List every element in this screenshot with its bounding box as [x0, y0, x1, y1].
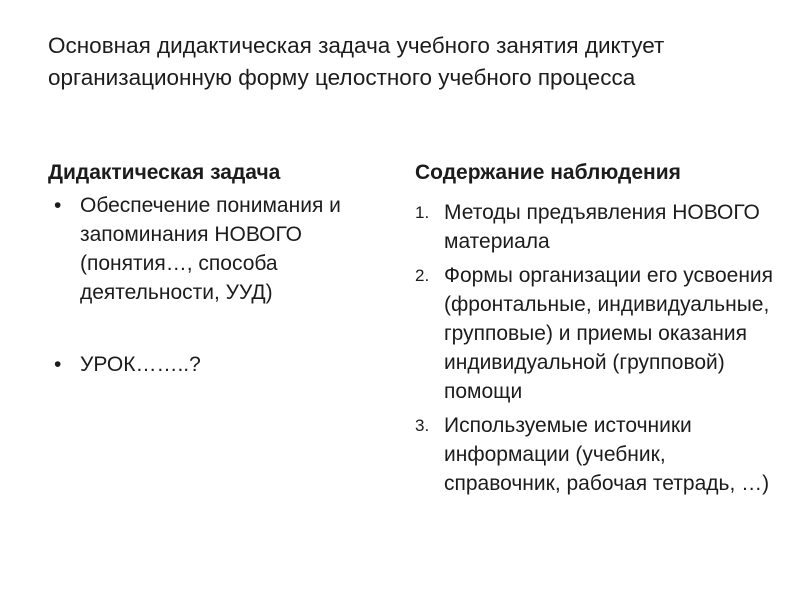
list-number: 2.	[415, 266, 430, 285]
list-item	[415, 261, 780, 406]
list-item	[415, 411, 780, 498]
left-column-heading: Дидактическая задача	[48, 161, 281, 184]
list-item	[415, 198, 780, 256]
observation-content-list	[415, 198, 780, 498]
list-item-text: Методы предъявления НОВОГО материала	[444, 201, 760, 253]
list-item	[48, 191, 388, 307]
list-item-text: Обеспечение понимания и запоминания НОВОГО (понятия…, способа деятельности, УУД)	[80, 194, 341, 304]
list-item-text: Формы организации его усвоения (фронтальные, индивидуальные, групповые) и приемы оказания индивидуальной (групповой) помощи	[444, 264, 774, 403]
list-item-text: УРОК……..?	[80, 353, 201, 376]
bullet-icon: •	[54, 353, 62, 376]
right-column-heading: Содержание наблюдения	[415, 161, 681, 184]
list-item-text: Используемые источники информации (учебник, справочник, рабочая тетрадь, …)	[444, 414, 770, 495]
slide-title: Основная дидактическая задача учебного занятия диктует организационную форму целостного учебного процесса	[48, 33, 665, 90]
list-number: 1.	[415, 203, 430, 222]
list-number: 3.	[415, 416, 430, 435]
didactic-task-list	[48, 191, 388, 379]
right-column	[415, 157, 780, 498]
left-column	[48, 157, 388, 379]
bullet-icon: •	[54, 194, 62, 217]
list-item	[48, 350, 388, 379]
